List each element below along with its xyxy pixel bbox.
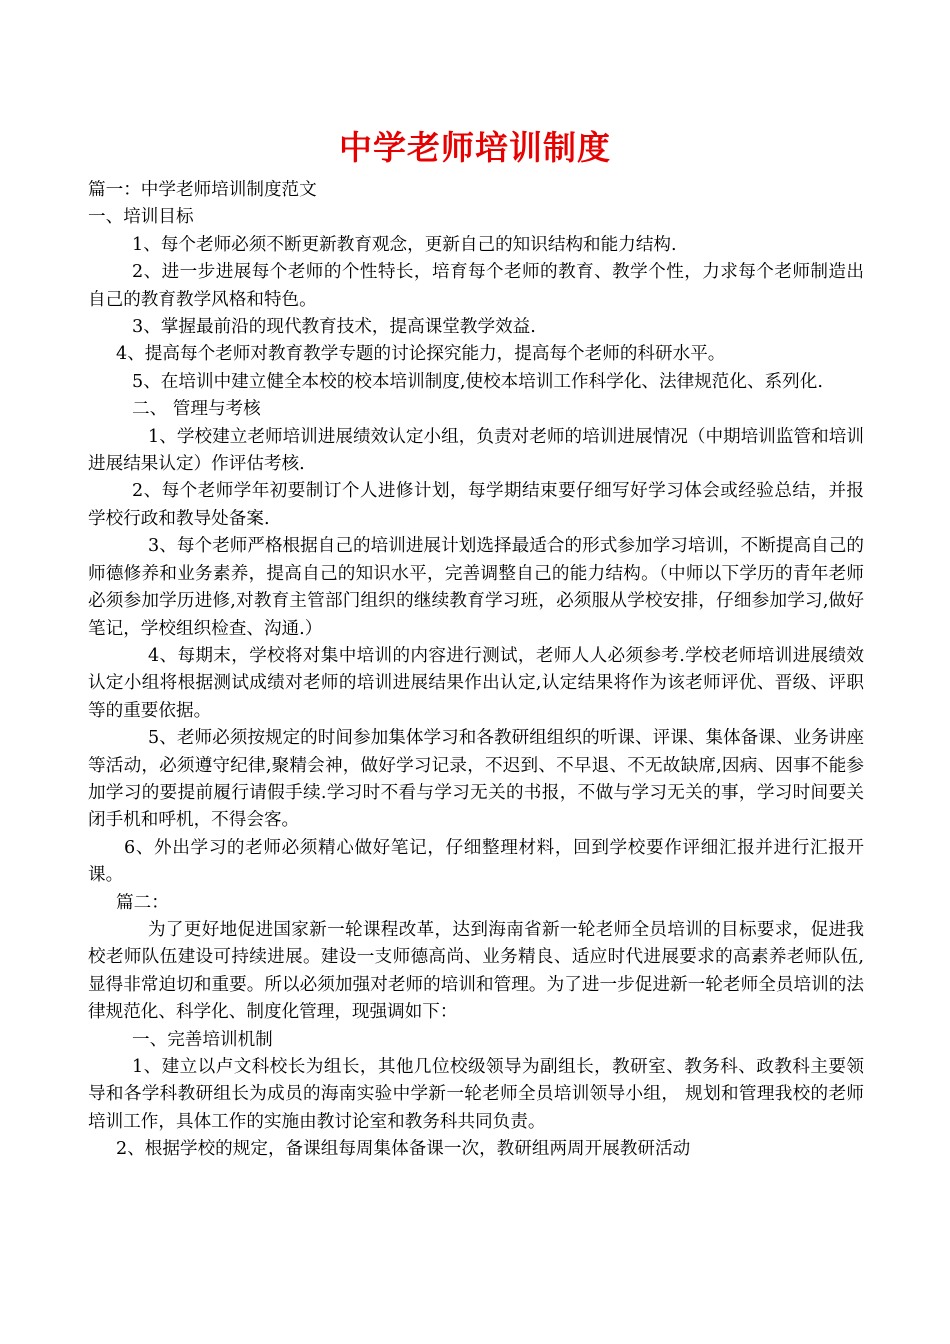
paragraph: 一、培训目标 (88, 207, 194, 228)
document-body (88, 177, 864, 1164)
paragraph: 5、在培训中建立健全本校的校本培训制度,使校本培训工作科学化、法律规范化、系列化. (132, 371, 823, 392)
paragraph: 1、每个老师必须不断更新教育观念，更新自己的知识结构和能力结构. (132, 234, 677, 255)
paragraph: 一、完善培训机制 (132, 1029, 273, 1050)
paragraph: 篇二： (116, 892, 169, 913)
paragraph: 4、每期末，学校将对集中培训的内容进行测试，老师人人必须参考.学校老师培训进展绩效认定小组将根据测试成绩对老师的培训进展结果作出认定,认定结果将作为该老师评优、晋级、评职等的重要依据。 (88, 645, 864, 721)
paragraph: 篇一：中学老师培训制度范文 (88, 180, 317, 200)
paragraph: 3、每个老师严格根据自己的培训进展计划选择最适合的形式参加学习培训，不断提高自己的师德修养和业务素养，提高自己的知识水平，完善调整自己的能力结构。（中师以下学历的青年老师必须参加学历进修,对教育主管部门组织的继续教育学习班，必须服从学校安排，仔细参加学习,做好笔记，学校组织检查、沟通.） (88, 536, 864, 639)
paragraph: 5、老师必须按规定的时间参加集体学习和各教研组组织的听课、评课、集体备课、业务讲座等活动，必须遵守纪律,聚精会神，做好学习记录，不迟到、不早退、不无故缺席,因病、因事不能参加学习的要提前履行请假手续.学习时不看与学习无关的书报，不做与学习无关的事，学习时间要关闭手机和呼机，不得会客。 (88, 728, 864, 831)
paragraph: 2、进一步进展每个老师的个性特长，培育每个老师的教育、教学个性，力求每个老师制造出自己的教育教学风格和特色。 (88, 262, 864, 310)
document-title: 中学老师培训制度 (339, 128, 611, 167)
paragraph: 2、每个老师学年初要制订个人进修计划，每学期结束要仔细写好学习体会或经验总结，并报学校行政和教导处备案. (88, 481, 864, 529)
paragraph: 3、掌握最前沿的现代教育技术，提高课堂教学效益. (132, 317, 536, 338)
paragraph: 4、提高每个老师对教育教学专题的讨论探究能力，提高每个老师的科研水平。 (116, 344, 726, 365)
paragraph: 6、外出学习的老师必须精心做好笔记，仔细整理材料，回到学校要作评细汇报并进行汇报开课。 (88, 837, 864, 886)
paragraph: 二、 管理与考核 (132, 399, 261, 420)
paragraph: 2、根据学校的规定，备课组每周集体备课一次，教研组两周开展教研活动 (116, 1139, 691, 1160)
paragraph: 1、建立以卢文科校长为组长，其他几位校级领导为副组长，教研室、教务科、政教科主要领导和各学科教研组长为成员的海南实验中学新一轮老师全员培训领导小组， 规划和管理我校的老师培训工作，具体工作的实施由教讨论室和教务科共同负责。 (88, 1057, 864, 1132)
paragraph: 1、学校建立老师培训进展绩效认定小组，负责对老师的培训进展情况（中期培训监管和培训进展结果认定）作评估考核. (88, 426, 864, 475)
paragraph: 为了更好地促进国家新一轮课程改革，达到海南省新一轮老师全员培训的目标要求，促进我校老师队伍建设可持续进展。建设一支师德高尚、业务精良、适应时代进展要求的高素养老师队伍,显得非常迫切和重要。所以必须加强对老师的培训和管理。为了进一步促进新一轮老师全员培训的法律规范化、科学化、制度化管理，现强调如下： (88, 919, 864, 1023)
